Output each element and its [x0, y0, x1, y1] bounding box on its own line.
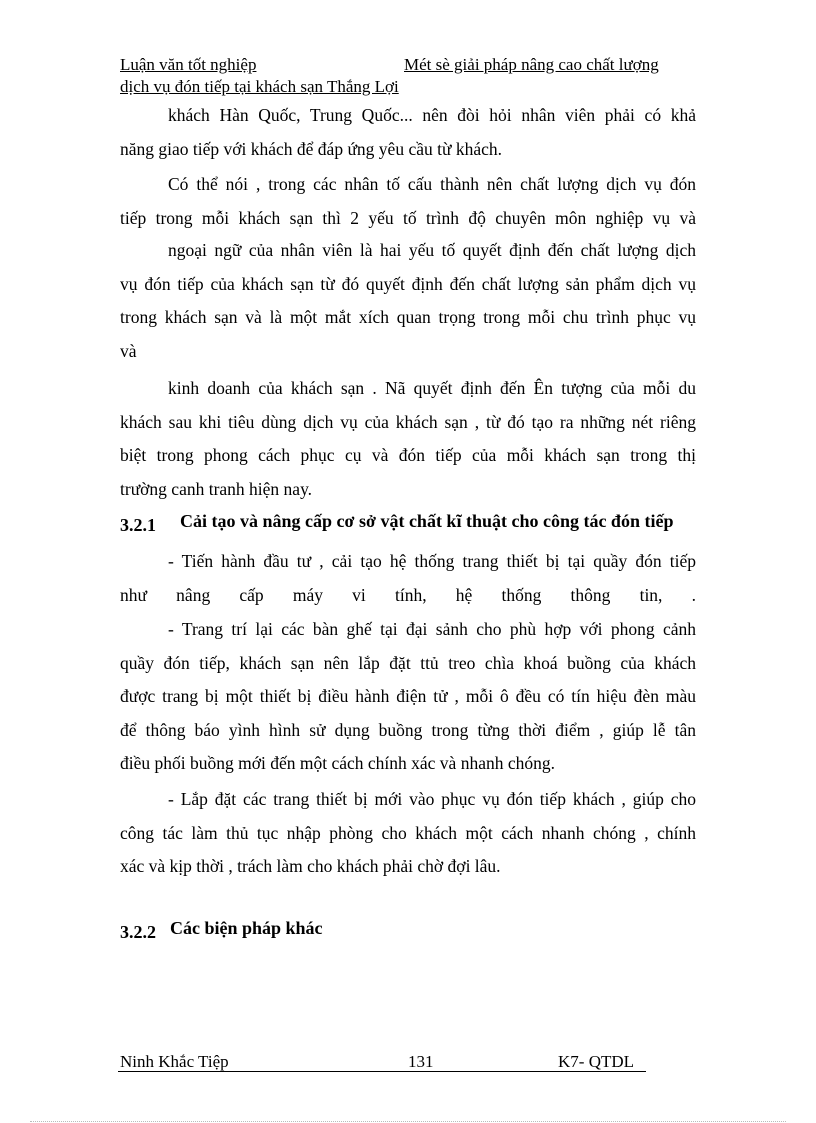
- text-line: trường canh tranh hiện nay.: [120, 478, 313, 499]
- footer-rule: [118, 1071, 646, 1072]
- section-number: 3.2.1: [120, 515, 156, 535]
- paragraph-4: [120, 372, 696, 506]
- paragraph-7: [120, 783, 696, 884]
- text-line: khách sau khi tiêu dùng dịch vụ của khách sạn , từ đó tạo ra những nét riêng: [120, 411, 696, 432]
- text-line: vụ đón tiếp của khách sạn từ đó quyết định đến chất lượng sản phẩm dịch vụ: [120, 273, 696, 294]
- text-line: năng giao tiếp với khách để đáp ứng yêu cầu từ khách.: [120, 138, 502, 159]
- footer-class: K7- QTDL: [558, 1052, 635, 1071]
- text-line: xác và kịp thời , trách làm cho khách phải chờ đợi lâu.: [120, 856, 501, 876]
- text-line: như nâng cấp máy vi tính, hệ thống thông tin, .: [120, 584, 696, 605]
- page-edge-divider: [30, 1121, 786, 1122]
- text-line: Có thể nói , trong các nhân tố cấu thành nên chất lượng dịch vụ đón: [168, 174, 696, 194]
- text-line: - Trang trí lại các bàn ghế tại đại sảnh cho phù hợp với phong cảnh: [168, 619, 696, 639]
- section-number: 3.2.2: [120, 922, 156, 942]
- section-heading-3-2-1: [120, 511, 674, 535]
- paragraph-3: [120, 234, 696, 368]
- text-line: công tác làm thủ tục nhập phòng cho khách một cách nhanh chóng , chính: [120, 822, 696, 843]
- section-heading-3-2-2: [120, 918, 323, 942]
- text-line: để thông báo yình hình sử dụng buồng trong từng thời điểm , giúp lễ tân: [120, 719, 696, 740]
- text-line: tiếp trong mỗi khách sạn thì 2 yếu tố trình độ chuyên môn nghiệp vụ và: [120, 207, 696, 228]
- text-line: điều phối buồng mới đến một cách chính xác và nhanh chóng.: [120, 753, 555, 773]
- text-line: quầy đón tiếp, khách sạn nên lắp đặt ttủ treo chìa khoá buồng của khách: [120, 652, 696, 673]
- text-line: - Tiến hành đầu tư , cải tạo hệ thống trang thiết bị tại quầy đón tiếp: [168, 551, 696, 571]
- section-title: Cải tạo và nâng cấp cơ sở vật chất kĩ thuật cho công tác đón tiếp: [180, 511, 674, 531]
- text-line: kinh doanh của khách sạn . Nã quyết định đến Ên tượng của mỗi du: [168, 378, 696, 398]
- text-line: và: [120, 340, 137, 361]
- footer-author: Ninh Khắc Tiệp: [120, 1052, 229, 1071]
- paragraph-1: [120, 99, 696, 166]
- text-line: trong khách sạn và là một mắt xích quan trọng trong mỗi chu trình phục vụ: [120, 307, 696, 327]
- header-right: Mét sè giải pháp nâng cao chất lượng: [404, 55, 659, 74]
- text-line: khách Hàn Quốc, Trung Quốc... nên đòi hỏi nhân viên phải có khả: [168, 105, 696, 125]
- paragraph-6: [120, 613, 696, 781]
- text-line: ngoại ngữ của nhân viên là hai yếu tố quyết định đến chất lượng dịch: [168, 240, 696, 260]
- header-left: Luận văn tốt nghiệp: [120, 55, 257, 74]
- section-title: Các biện pháp khác: [170, 918, 323, 938]
- text-line: - Lắp đặt các trang thiết bị mới vào phục vụ đón tiếp khách , giúp cho: [168, 789, 696, 809]
- header-line2: dịch vụ đón tiếp tại khách sạn Thắng Lợi: [120, 77, 399, 96]
- text-line: được trang bị một thiết bị điều hành điện tử , mỗi ô đều có tín hiệu đèn màu: [120, 686, 696, 706]
- footer-page-number: 131: [408, 1052, 434, 1071]
- paragraph-5: [120, 545, 696, 612]
- paragraph-2: [120, 168, 696, 235]
- text-line: biệt trong phong cách phục cụ và đón tiếp của mỗi khách sạn trong thị: [120, 445, 696, 465]
